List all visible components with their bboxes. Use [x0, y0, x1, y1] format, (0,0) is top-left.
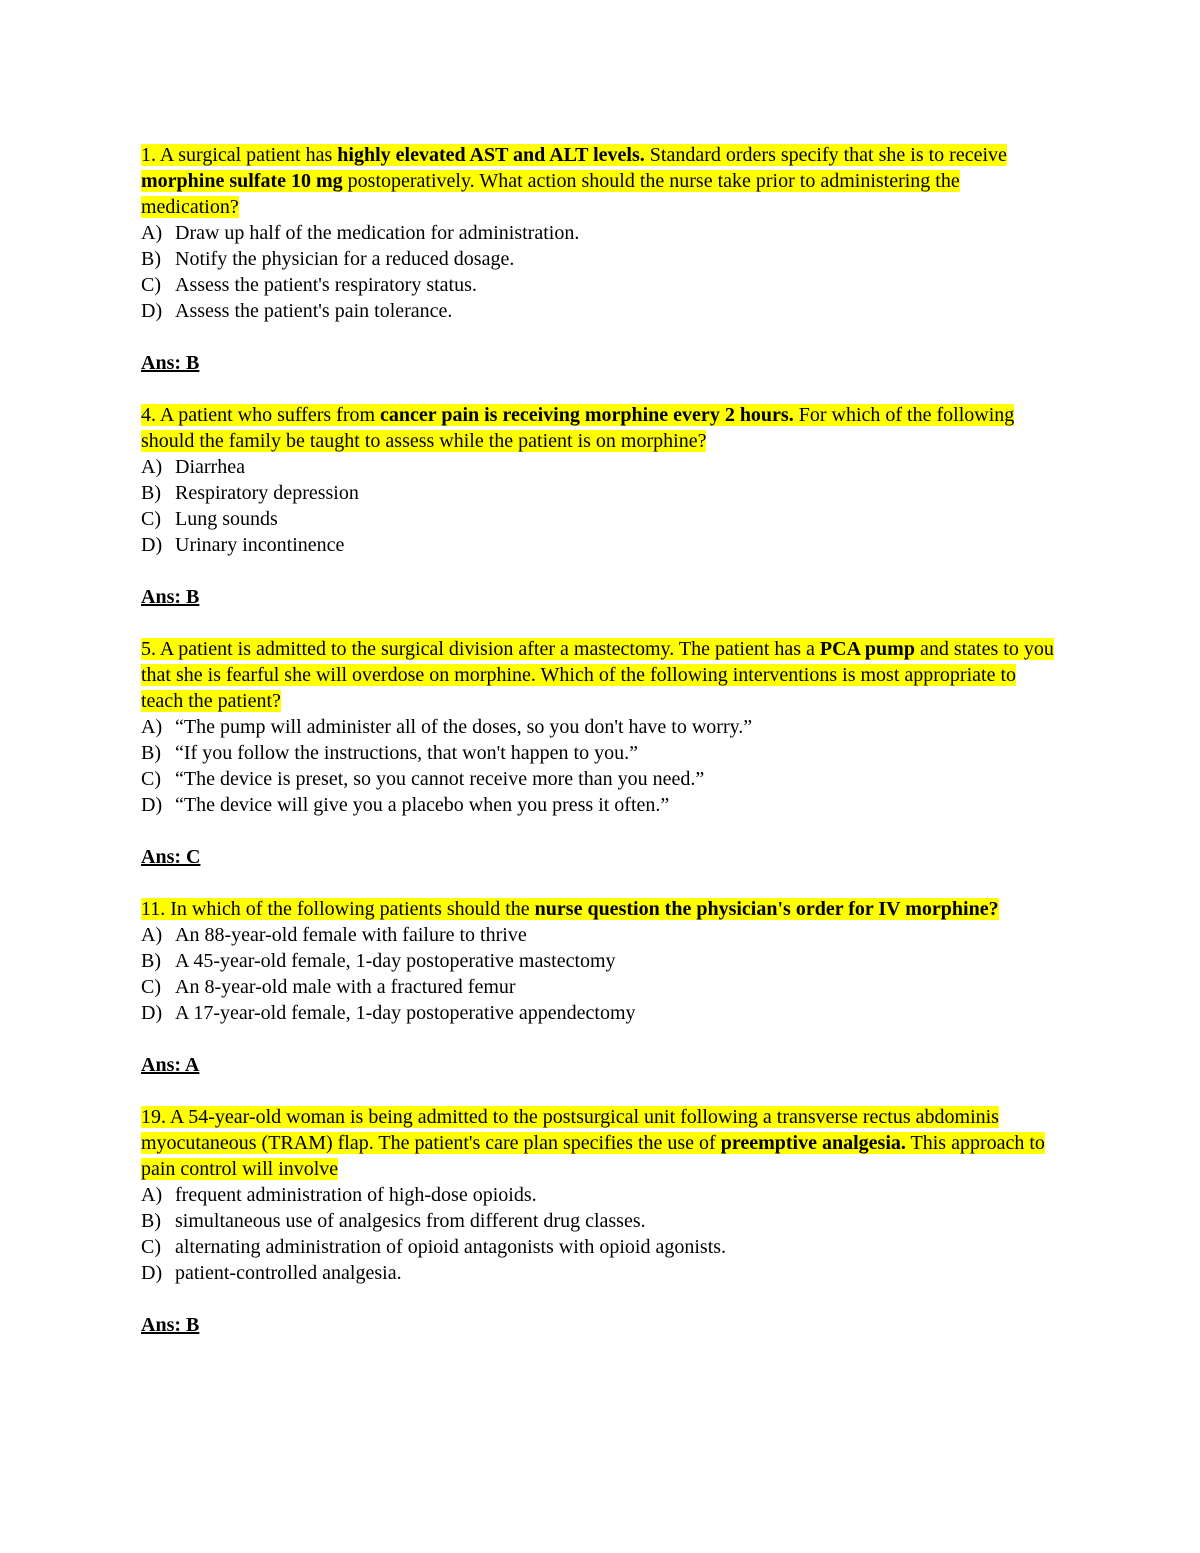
answer-options — [141, 454, 1061, 558]
option-text: “The device will give you a placebo when you press it often.” — [175, 794, 670, 816]
answer-option — [141, 220, 1061, 246]
option-letter: C) — [141, 274, 161, 296]
option-text: An 88-year-old female with failure to thrive — [175, 924, 527, 946]
option-letter: D) — [141, 300, 163, 322]
option-letter: A) — [141, 924, 163, 946]
bold-key-phrase: PCA pump — [819, 638, 915, 660]
answer-key: Ans: C — [141, 846, 201, 868]
answer-options — [141, 922, 1061, 1026]
answer-option — [141, 1208, 1061, 1234]
option-letter: A) — [141, 1184, 163, 1206]
option-letter: A) — [141, 222, 163, 244]
option-letter: B) — [141, 950, 161, 972]
answer-option — [141, 272, 1061, 298]
option-text: Urinary incontinence — [175, 534, 345, 556]
answer-option — [141, 506, 1061, 532]
question-text-segment: 5. A patient is admitted to the surgical division after a mastectomy. The patient has a — [141, 638, 820, 660]
option-text: Assess the patient's pain tolerance. — [175, 300, 453, 322]
option-text: An 8-year-old male with a fractured femur — [175, 976, 516, 998]
answer-options — [141, 220, 1061, 324]
option-text: alternating administration of opioid antagonists with opioid agonists. — [175, 1236, 727, 1258]
option-letter: A) — [141, 716, 163, 738]
highlighted-question-text — [141, 898, 999, 920]
answer-option — [141, 948, 1061, 974]
question-text-segment: This approach to pain control will involve — [141, 1132, 1045, 1180]
question-block — [141, 402, 1061, 610]
option-text: Assess the patient's respiratory status. — [175, 274, 477, 296]
answer-key: Ans: B — [141, 586, 200, 608]
highlighted-question-text — [141, 638, 1054, 712]
option-text: A 45-year-old female, 1-day postoperative mastectomy — [175, 950, 616, 972]
answer-key: Ans: B — [141, 352, 200, 374]
option-letter: A) — [141, 456, 163, 478]
question-stem — [141, 142, 1061, 220]
answer-option — [141, 1260, 1061, 1286]
question-text-segment: postoperatively. What action should the nurse take prior to administering the medication? — [141, 170, 960, 218]
answer-option — [141, 714, 1061, 740]
option-text: frequent administration of high-dose opioids. — [175, 1184, 537, 1206]
bold-key-phrase: highly elevated AST and ALT levels. — [337, 144, 645, 166]
option-text: Lung sounds — [175, 508, 278, 530]
bold-key-phrase: morphine sulfate 10 mg — [141, 170, 343, 192]
question-text-segment: Standard orders specify that she is to receive — [644, 144, 1007, 166]
answer-option — [141, 532, 1061, 558]
question-stem — [141, 636, 1061, 714]
question-text-segment: For which of the following should the family be taught to assess while the patient is on morphine? — [141, 404, 1015, 452]
option-letter: B) — [141, 482, 161, 504]
bold-key-phrase: preemptive analgesia. — [720, 1132, 906, 1154]
option-text: simultaneous use of analgesics from different drug classes. — [175, 1210, 646, 1232]
answer-options — [141, 714, 1061, 818]
question-block — [141, 636, 1061, 870]
option-text: Respiratory depression — [175, 482, 359, 504]
bold-key-phrase: cancer pain is receiving morphine every 2 hours. — [380, 404, 794, 426]
option-letter: B) — [141, 1210, 161, 1232]
answer-option — [141, 766, 1061, 792]
question-text-segment: 4. A patient who suffers from — [141, 404, 381, 426]
document-page — [141, 142, 1061, 1364]
answer-option — [141, 974, 1061, 1000]
option-letter: B) — [141, 742, 161, 764]
option-text: Diarrhea — [175, 456, 245, 478]
option-text: Draw up half of the medication for administration. — [175, 222, 580, 244]
option-text: patient-controlled analgesia. — [175, 1262, 402, 1284]
option-letter: C) — [141, 976, 161, 998]
option-letter: D) — [141, 1002, 163, 1024]
option-letter: D) — [141, 794, 163, 816]
question-stem — [141, 402, 1061, 454]
option-text: Notify the physician for a reduced dosage. — [175, 248, 515, 270]
answer-option — [141, 480, 1061, 506]
answer-option — [141, 298, 1061, 324]
question-block — [141, 1104, 1061, 1338]
answer-option — [141, 792, 1061, 818]
answer-key: Ans: B — [141, 1314, 200, 1336]
option-text: “If you follow the instructions, that won't happen to you.” — [175, 742, 638, 764]
question-text-segment: 11. In which of the following patients should the — [141, 898, 535, 920]
option-text: A 17-year-old female, 1-day postoperative appendectomy — [175, 1002, 636, 1024]
question-block — [141, 142, 1061, 376]
option-letter: C) — [141, 768, 161, 790]
answer-option — [141, 740, 1061, 766]
option-text: “The pump will administer all of the doses, so you don't have to worry.” — [175, 716, 753, 738]
answer-option — [141, 922, 1061, 948]
option-letter: C) — [141, 1236, 161, 1258]
answer-options — [141, 1182, 1061, 1286]
answer-option — [141, 1182, 1061, 1208]
question-stem — [141, 1104, 1061, 1182]
answer-option — [141, 1000, 1061, 1026]
highlighted-question-text — [141, 144, 1007, 218]
option-text: “The device is preset, so you cannot receive more than you need.” — [175, 768, 705, 790]
question-stem — [141, 896, 1061, 922]
highlighted-question-text — [141, 404, 1014, 452]
bold-key-phrase: nurse question the physician's order for IV morphine? — [534, 898, 999, 920]
option-letter: D) — [141, 1262, 163, 1284]
question-text-segment: and states to you that she is fearful she will overdose on morphine. Which of the following interventions is most appropriate to teach the patient? — [141, 638, 1054, 712]
answer-option — [141, 246, 1061, 272]
answer-option — [141, 454, 1061, 480]
option-letter: D) — [141, 534, 163, 556]
question-text-segment: 19. A 54-year-old woman is being admitted to the postsurgical unit following a transverse rectus abdominis myocutaneous (TRAM) flap. The patient's care plan specifies the use of — [141, 1106, 999, 1154]
option-letter: C) — [141, 508, 161, 530]
highlighted-question-text — [141, 1106, 1045, 1180]
answer-option — [141, 1234, 1061, 1260]
answer-key: Ans: A — [141, 1054, 200, 1076]
question-text-segment: 1. A surgical patient has — [141, 144, 338, 166]
question-block — [141, 896, 1061, 1078]
option-letter: B) — [141, 248, 161, 270]
